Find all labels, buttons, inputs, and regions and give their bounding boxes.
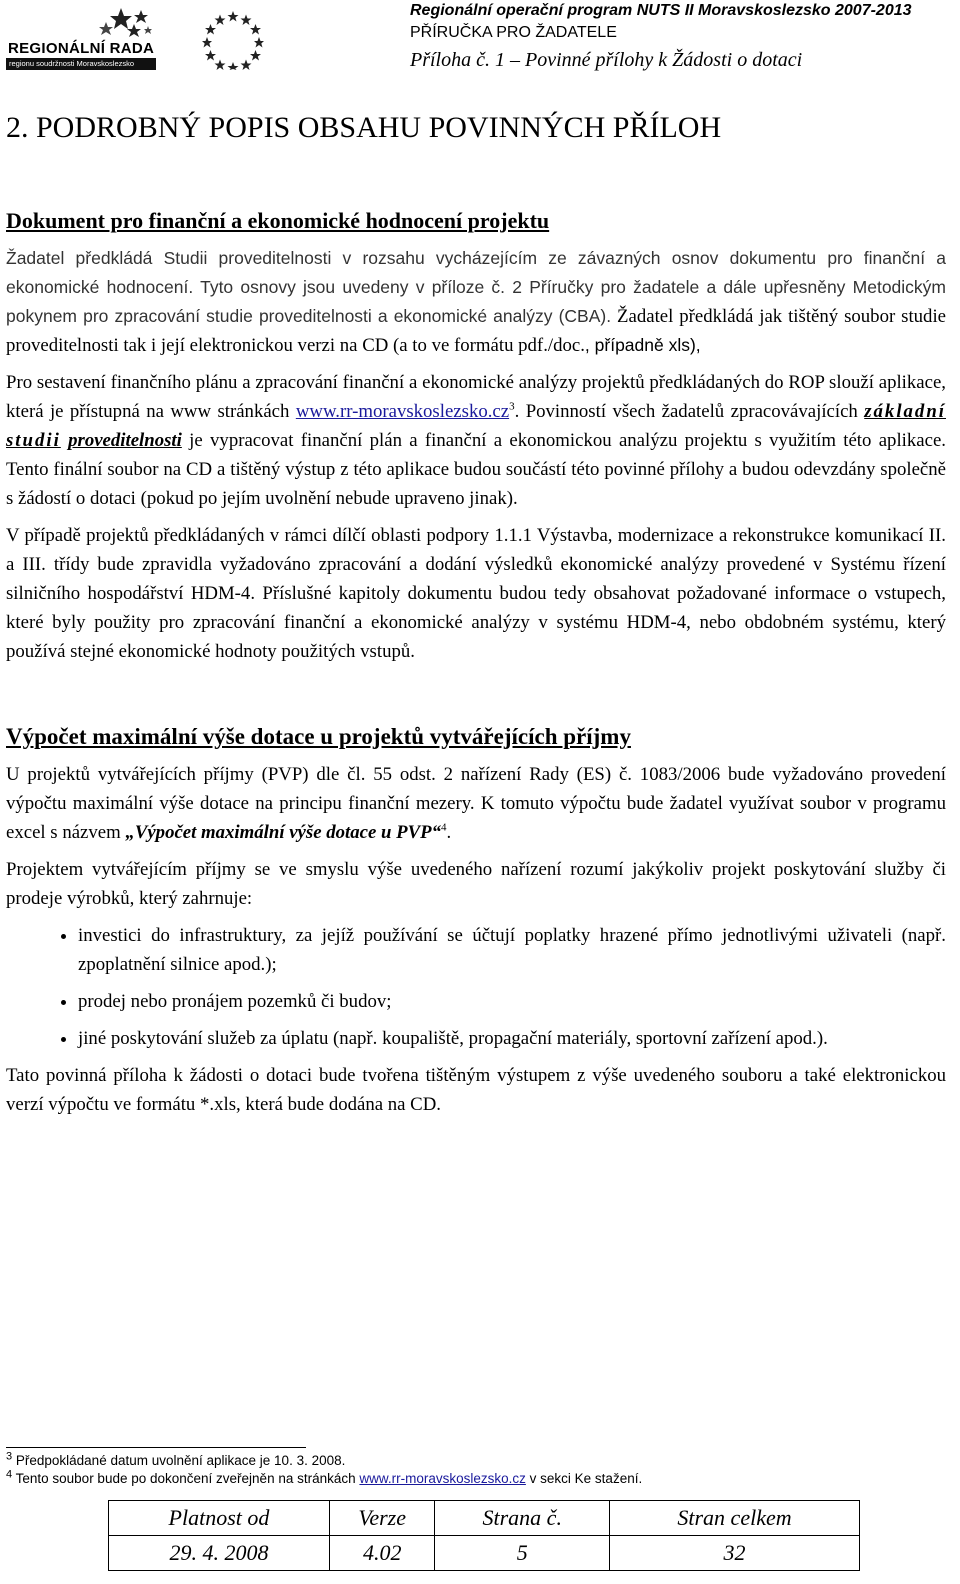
emphasis-basic-study: základní studii — [6, 401, 946, 451]
footnote-number: 4 — [6, 1468, 13, 1481]
footer-header-total-pages: Stran celkem — [609, 1501, 859, 1536]
footnote-ref-4: 4 — [441, 821, 447, 834]
footnote-3 — [6, 1452, 946, 1470]
footer-header-page: Strana č. — [435, 1501, 610, 1536]
emphasis-feasibility: proveditelnosti — [68, 430, 182, 451]
section-spacer — [6, 674, 946, 722]
bullet-list — [6, 921, 946, 1053]
footer-version: 4.02 — [329, 1536, 435, 1571]
paragraph-text: U projektů vytvářejících příjmy (PVP) dle čl. 55 odst. 2 nařízení Rady (ES) č. 1083/2006 bude vyžadováno provedení výpočtu maximální výše dotace na principu finanční mezery. K tomuto výpočtu bude žadatel využívat soubor v programu excel s názvem — [6, 764, 946, 843]
handbook-title: PŘÍRUČKA PRO ŽADATELE — [410, 24, 617, 41]
paragraph-hdm4: V případě projektů předkládaných v rámci dílčí oblasti podpory 1.1.1 Výstavba, modernizace a rekonstrukce komunikací II. a III. třídy bude zpravidla vyžadováno zpracování a dodání výsledků ekonomické analýzy provedené v Systému řízení silničního hospodářství HDM-4. Příslušné kapitoly dokumentu budou tedy obsahovat požadované informace o vstupech, které byly použity pro zpracování finanční a ekonomické analýzy v systému HDM-4, nebo obdobném systému, který používá stejné ekonomické hodnoty použitých vstupů. — [6, 525, 946, 662]
paragraph-text: je vypracovat finanční plán a finanční a ekonomickou analýzu projektu s využitím této aplikace. Tento finální soubor na CD a tištěný výstup z této aplikace budou součástí této povinné přílohy a budou odevzdány společně s žádostí o dotaci (pokud po jejím uvolnění nebude upraveno jinak). — [6, 430, 946, 509]
list-item: • investici do infrastruktury, za jejíž používání se účtují poplatky hrazené přímo jednotlivými uživateli (např. zpoplatnění silnice apod.); — [78, 921, 946, 979]
footnote-ref-3: 3 — [509, 400, 515, 413]
paragraph-text: Žadatel předkládá Studii proveditelnosti v rozsahu vycházejícím ze závazných osnov dokumentu pro finanční a ekonomické hodnocení. Tyto osnovy jsou uvedeny v příloze č. 2 Příručky pro žadatele a dále upřesněny Metodickým pokynem pro zpracování studie proveditelnosti a ekonomické analýzy (CBA). — [6, 248, 946, 326]
document-header — [410, 0, 940, 74]
section-title-max-subsidy: Výpočet maximální výše dotace u projektů vytvářejících příjmy — [6, 724, 631, 749]
footnote-divider — [6, 1447, 306, 1448]
footer-value-row — [109, 1536, 860, 1571]
council-emblem-icon — [6, 2, 156, 42]
paragraph-pvp — [6, 760, 946, 847]
link-rr-moravskoslezsko[interactable]: www.rr-moravskoslezsko.cz — [295, 401, 510, 422]
footer-total-pages: 32 — [609, 1536, 859, 1571]
appendix-title: Příloha č. 1 – Povinné přílohy k Žádosti o dotaci — [410, 49, 803, 71]
footer-header-row — [109, 1501, 860, 1536]
emphasis-calc-file: „Výpočet maximální výše dotace u PVP“ — [125, 822, 441, 843]
list-item: • jiné poskytování služeb za úplatu (např. koupaliště, propagační materiály, sportovní zařízení apod.). — [78, 1024, 946, 1053]
footnote-4 — [6, 1470, 946, 1488]
document-body — [6, 206, 946, 1127]
eu-stars-icon — [202, 8, 264, 70]
header-logos — [6, 2, 256, 78]
footnote-text: Tento soubor bude po dokončení zveřejněn na stránkách — [12, 1471, 360, 1486]
paragraph-text: Žadatel předkládá jak tištěný soubor studie proveditelnosti tak i její elektronickou verzi na CD (a to ve formátu pdf./doc. — [6, 306, 946, 356]
council-name: REGIONÁLNÍ RADA — [8, 40, 155, 57]
footnote-number: 3 — [6, 1450, 13, 1463]
paragraph-attachment: Tato povinná příloha k žádosti o dotaci bude tvořena tištěným výstupem z výše uvedeného souboru a také elektronickou verzí výpočtu ve formátu *.xls, která bude dodána na CD. — [6, 1065, 946, 1115]
paragraph-text: Pro sestavení finančního plánu a zpracování finanční a ekonomické analýzy projektů předkládaných do ROP slouží aplikace, která je přístupná na www stránkách — [6, 372, 946, 422]
footer-table — [108, 1500, 860, 1571]
program-title: Regionální operační program NUTS II Moravskoslezsko 2007-2013 — [410, 2, 912, 19]
regional-council-logo — [6, 2, 156, 78]
list-item: • prodej nebo pronájem pozemků či budov; — [78, 987, 946, 1016]
main-heading: 2. PODROBNÝ POPIS OBSAHU POVINNÝCH PŘÍLOH — [6, 111, 722, 144]
paragraph-feasibility-study — [6, 244, 946, 360]
footnote-text: Předpokládané datum uvolnění aplikace je 10. 3. 2008. — [12, 1453, 346, 1468]
section-title-financial-evaluation: Dokument pro finanční a ekonomické hodnocení projektu — [6, 208, 550, 233]
paragraph-definition: Projektem vytvářejícím příjmy se ve smyslu výše uvedeného nařízení rozumí jakýkoliv projekt poskytování služby či prodeje výrobků, který zahrnuje: — [6, 859, 946, 909]
footnote-link-rr-moravskoslezsko[interactable]: www.rr-moravskoslezsko.cz — [359, 1471, 526, 1486]
paragraph-application — [6, 368, 946, 513]
paragraph-text: , případně xls), — [584, 335, 701, 355]
footnotes — [6, 1452, 946, 1488]
footnote-text: v sekci Ke stažení. — [525, 1471, 643, 1486]
council-subtitle: regionu soudržnosti Moravskoslezsko — [9, 59, 135, 68]
footer-header-version: Verze — [329, 1501, 435, 1536]
footer-valid-from: 29. 4. 2008 — [109, 1536, 330, 1571]
footer-header-valid-from: Platnost od — [109, 1501, 330, 1536]
paragraph-text: . — [446, 822, 452, 843]
paragraph-text: . Povinností všech žadatelů zpracovávajících — [514, 401, 865, 422]
footer-page-number: 5 — [435, 1536, 610, 1571]
